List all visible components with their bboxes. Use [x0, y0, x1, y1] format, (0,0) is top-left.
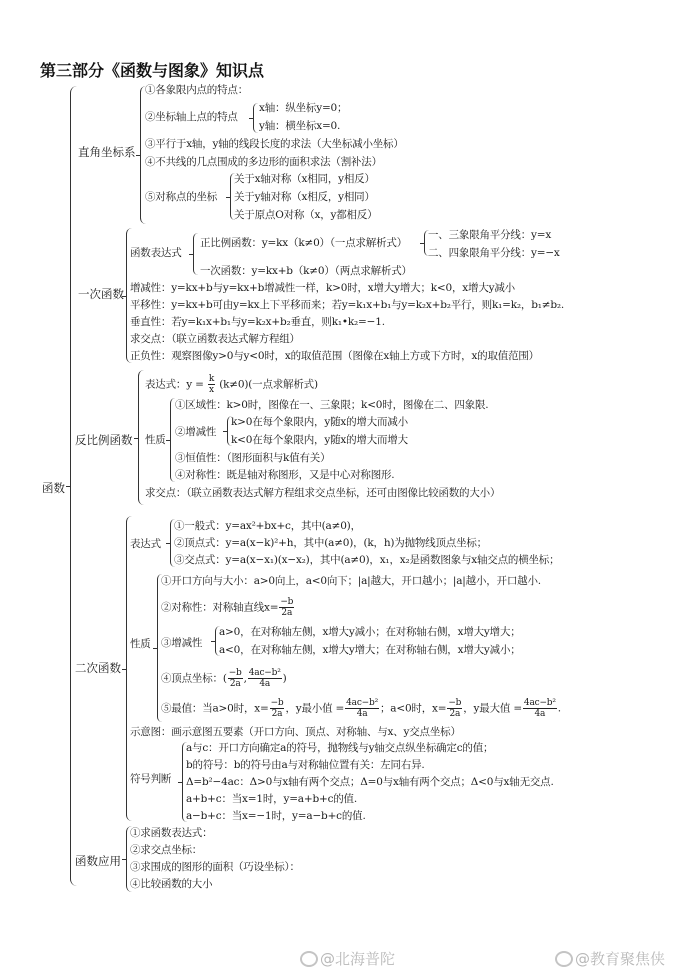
- application-a3: ③求围成的图形的面积（巧设坐标）：: [130, 861, 300, 873]
- quadratic-n2-label: ②对称性：对称轴直线x=: [161, 601, 279, 614]
- inverse-numerator: k: [208, 374, 215, 384]
- inverse-denominator: x: [209, 385, 214, 395]
- quadratic-n1: ①开口方向与大小：a>0向上，a<0向下；|a|越大，开口越小；|a|越小，开口越小.: [161, 575, 541, 587]
- rect-line-5a: 关于x轴对称（x相同，y相反）: [234, 173, 375, 185]
- category-rect: 直角坐标系: [78, 145, 136, 159]
- inverse-fraction: [208, 374, 215, 395]
- max-x-fraction: [447, 698, 462, 719]
- quadratic-signs: 符号判断: [130, 773, 172, 785]
- linear-prop: 正比例函数：y=kx（k≠0）（一点求解析式）: [200, 237, 408, 249]
- axis-denominator: 2a: [281, 608, 293, 618]
- min-x-fraction: [270, 698, 285, 719]
- vertex-y-numerator: 4ac−b²: [248, 668, 281, 678]
- inverse-p1: ①区域性：k>0时，图像在一、三象限；k<0时，图像在二、四象限.: [175, 399, 489, 411]
- quadratic-s5: a−b+c：当x=−1时，y=a−b+c的值.: [186, 810, 366, 822]
- max-y-fraction: [523, 698, 557, 719]
- quadratic-nature: 性质: [130, 638, 151, 650]
- category-inverse: 反比例函数: [75, 433, 133, 447]
- category-application: 函数应用: [75, 854, 121, 868]
- quadratic-s4: a+b+c：当x=1时，y=a+b+c的值.: [186, 793, 357, 805]
- quadratic-e1: ①一般式：y=ax²+bx+c，其中(a≠0)，: [174, 520, 361, 532]
- min-x-denominator: 2a: [271, 709, 283, 719]
- min-x-numerator: −b: [270, 698, 284, 708]
- rect-line-5b: 关于y轴对称（x相反，y相同）: [234, 191, 375, 203]
- rect-line-2b: y轴：横坐标x=0.: [259, 120, 341, 132]
- inverse-nature: 性质: [145, 434, 166, 446]
- quadratic-n3a: a>0，在对称轴左侧，x增大y减小；在对称轴右侧，x增大y增大；: [219, 626, 521, 638]
- root-brace: [70, 86, 77, 886]
- min-y-denominator: 4a: [356, 709, 368, 719]
- inverse-brace: [138, 370, 144, 505]
- linear-expr: 函数表达式: [130, 247, 182, 259]
- quadratic-n5: ⑤最值：当a>0时，x= $\frac{-b}{2a}$ ，y最小值 = $\frac{\text{4ac−b²}}{4a}$ ；a<0时，x= $\frac{-b}{2a}$ ，y最大值 = $\frac{\text{4ac−b²}}{4a}$ .: [161, 698, 561, 719]
- quadratic-expr: 表达式: [130, 538, 161, 550]
- quadratic-s1: a与c：开口方向确定a的符号，抛物线与y轴交点纵坐标确定c的值；: [186, 742, 494, 754]
- inverse-intersection: 求交点：（联立函数表达式解方程组求交点坐标，还可由图像比较函数的大小）: [145, 487, 501, 499]
- rect-line-3: ③平行于x轴，y轴的线段长度的求法（大坐标减小坐标）: [145, 138, 404, 150]
- application-a2: ②求交点坐标：: [130, 844, 203, 856]
- application-a1: ①求函数表达式：: [130, 827, 213, 839]
- linear-increase: 增减性：y=kx+b与y=kx+b增减性一样，k>0时，x增大y增大；k<0，x增大y减小: [130, 282, 515, 294]
- rect-line-1: ①各象限内点的特点：: [145, 84, 248, 96]
- linear-expr-brace: [193, 233, 198, 275]
- root-label: 函数: [42, 481, 65, 495]
- quadratic-n3b: a<0，在对称轴左侧，x增大y增大；在对称轴右侧，x增大y减小；: [219, 644, 521, 656]
- category-linear: 一次函数: [78, 287, 124, 301]
- quadratic-n5-a: ⑤最值：当a>0时，x=: [161, 702, 269, 715]
- rect-line-2: ②坐标轴上点的特点: [145, 111, 238, 123]
- vertex-y-denominator: 4a: [259, 679, 271, 689]
- inverse-p2: ②增减性: [175, 426, 217, 438]
- linear-perpendicular: 垂直性：若y=k₁x+b₁与y=k₂x+b₂垂直，则k₁•k₂=−1.: [130, 316, 385, 328]
- linear-q24: 二、四象限角平分线：y=−x: [428, 247, 560, 259]
- quadratic-s3: Δ=b²−4ac：Δ>0与x轴有两个交点；Δ=0与x轴有两个交点；Δ<0与x轴无交点.: [186, 776, 554, 788]
- quadratic-s2: b的符号：b的符号由a与对称轴位置有关：左同右异.: [186, 759, 425, 771]
- max-x-numerator: −b: [448, 698, 462, 708]
- inverse-expr-suffix: (k≠0)(一点求解析式): [219, 378, 318, 391]
- linear-lin: 一次函数：y=kx+b（k≠0）（两点求解析式）: [200, 265, 412, 277]
- inverse-p3: ③恒值性：（图形面积与k值有关）: [175, 452, 331, 464]
- min-y-fraction: [345, 698, 379, 719]
- inverse-p2a: k>0在每个象限内，y随x的增大而减小: [231, 416, 408, 428]
- rect-axis-brace: [253, 103, 258, 133]
- quadratic-n5-d: ，y最大值 =: [463, 702, 522, 715]
- inverse-expression: [145, 374, 318, 395]
- quadratic-n4-label: ④顶点坐标：: [161, 672, 223, 685]
- vertex-x-fraction: [228, 668, 243, 689]
- linear-parallel: 平移性：y=kx+b可由y=kx上下平移而来；若y=k₁x+b₁与y=k₂x+b₂平行，则k₁=k₂，b₁≠b₂.: [130, 299, 564, 311]
- inverse-p4: ④对称性：既是轴对称图形，又是中心对称图形.: [175, 469, 395, 481]
- quadratic-n5-c: ；a<0时，x=: [379, 702, 447, 715]
- max-y-numerator: 4ac−b²: [523, 698, 556, 708]
- inverse-p2b: k<0在每个象限内，y随x的增大而增大: [231, 434, 408, 446]
- quadratic-n3: ③增减性: [161, 637, 203, 649]
- min-y-numerator: 4ac−b²: [346, 698, 378, 708]
- vertex-x-denominator: 2a: [229, 679, 241, 689]
- rect-line-5c: 关于原点O对称（x，y都相反）: [234, 209, 378, 221]
- max-x-denominator: 2a: [449, 709, 461, 719]
- page-title: 第三部分《函数与图象》知识点: [40, 61, 265, 80]
- axis-fraction: [279, 597, 294, 618]
- quadratic-e3: ③交点式：y=a(x−x₁)(x−x₂)，其中(a≠0)，x₁，x₂是函数图象与x轴交点的横坐标；: [174, 554, 560, 566]
- linear-intersection: 求交点：（联立函数表达式解方程组）: [130, 333, 300, 345]
- quadratic-n4: ④顶点坐标：( $\frac{-b}{2a}$ , $\frac{\text{4ac−b²}}{4a}$ ): [161, 668, 287, 689]
- quadratic-n5-b: ，y最小值 =: [285, 702, 345, 715]
- rect-line-5: ⑤对称点的坐标: [145, 191, 218, 203]
- linear-sign: 正负性：观察图像y>0与y<0时，x的取值范围（图像在x轴上方或下方时，x的取值范围）: [130, 350, 539, 362]
- linear-q13: 一、三象限角平分线：y=x: [428, 229, 552, 241]
- weibo-logo-icon: [300, 951, 318, 967]
- quadratic-e2: ②顶点式：y=a(x−k)²+h，其中(a≠0)，(k，h)为抛物线顶点坐标；: [174, 537, 487, 549]
- max-y-denominator: 4a: [534, 709, 546, 719]
- application-a4: ④比较函数的大小: [130, 878, 213, 890]
- quadratic-sketch: 示意图：画示意图五要素（开口方向、顶点、对称轴、与x、y交点坐标）: [130, 726, 461, 738]
- vertex-x-numerator: −b: [228, 668, 242, 678]
- rect-line-4: ④不共线的几点围成的多边形的面积求法（割补法）: [145, 156, 382, 168]
- axis-numerator: −b: [280, 597, 294, 607]
- watermark-right: @教育聚焦侠: [575, 950, 666, 968]
- inverse-expr-prefix: 表达式：y =: [145, 378, 204, 391]
- watermark-left: @北海普陀: [320, 950, 396, 968]
- vertex-y-fraction: [248, 668, 282, 689]
- quadratic-n2: [161, 597, 295, 618]
- weibo-logo-icon: [555, 951, 573, 967]
- category-quadratic: 二次函数: [75, 661, 121, 675]
- rect-line-2a: x轴：纵坐标y=0；: [259, 102, 348, 114]
